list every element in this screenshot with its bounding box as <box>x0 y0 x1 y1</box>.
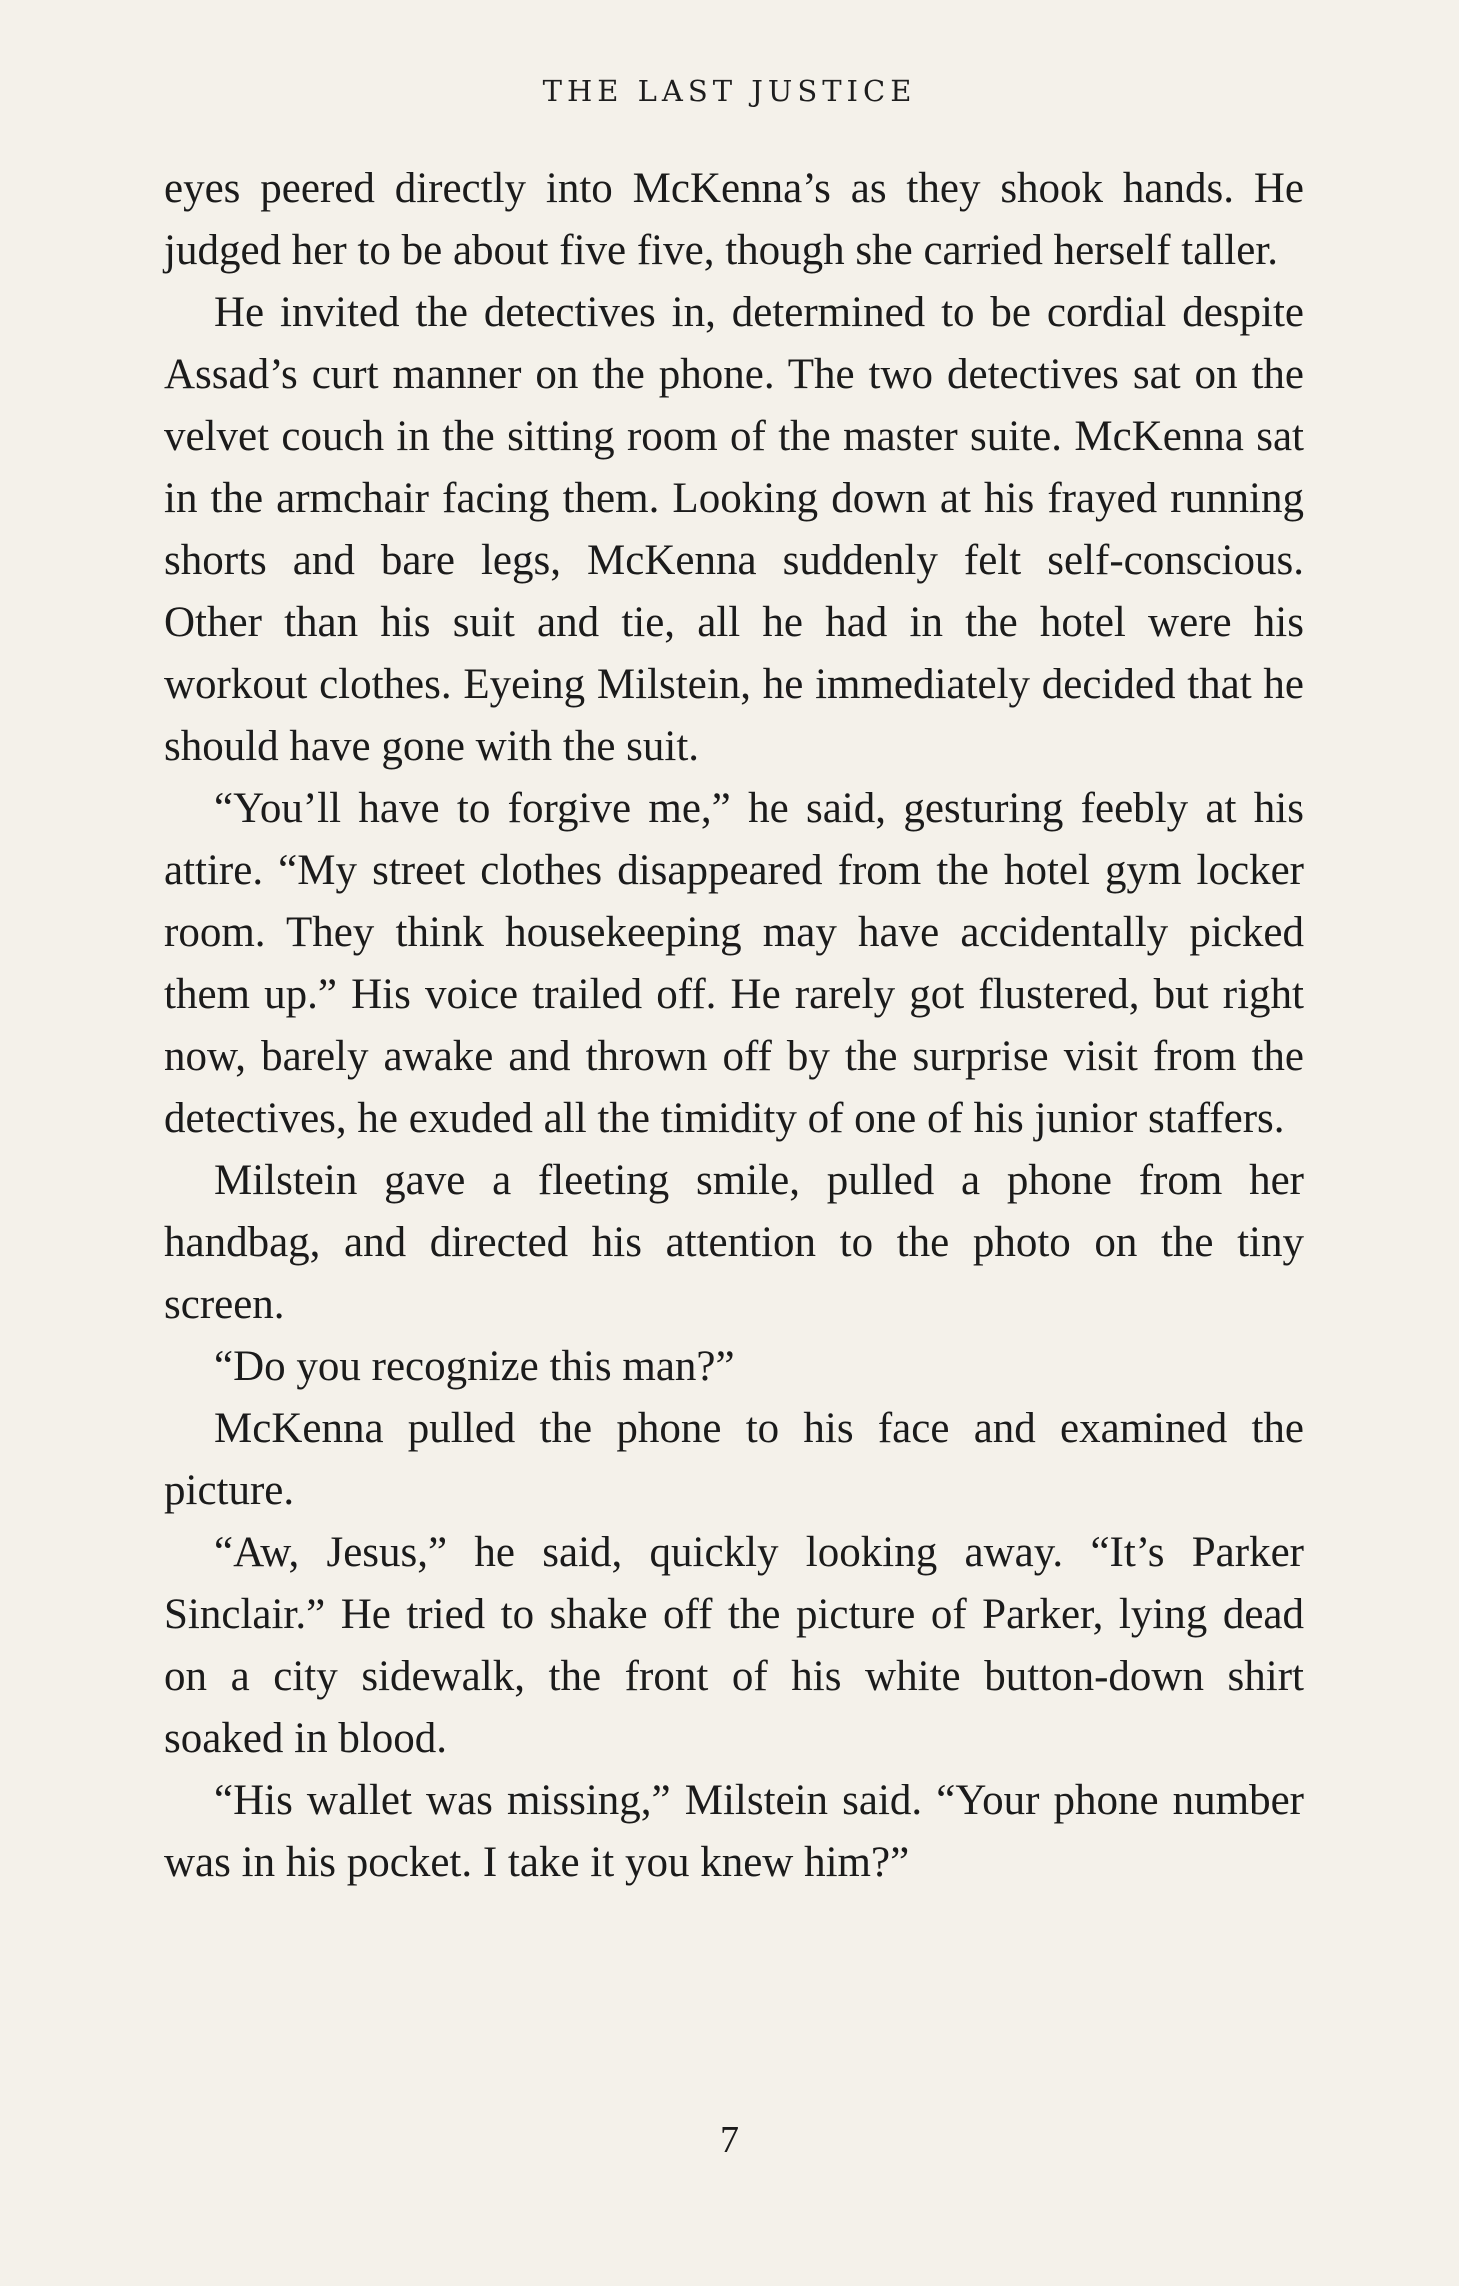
paragraph: “His wallet was missing,” Milstein said. “Your phone number was in his pocket. I take it you knew him?” <box>164 1777 1304 1886</box>
paragraph: “You’ll have to forgive me,” he said, gesturing feebly at his attire. “My street clothes disappeared from the hotel gym locker room. They think housekeeping may have accidentally picked them up.” His voice trailed off. He rarely got flustered, but right now, barely awake and thrown off by the surprise visit from the detectives, he exuded all the timidity of one of his junior staffers. <box>164 785 1304 1142</box>
page-number: 7 <box>720 2119 739 2161</box>
body-text <box>164 158 1304 1894</box>
paragraph: “Do you recognize this man?” <box>214 1343 735 1390</box>
paragraph: McKenna pulled the phone to his face and examined the picture. <box>164 1405 1304 1514</box>
running-head: THE LAST JUSTICE <box>542 74 917 108</box>
paragraph: eyes peered directly into McKenna’s as they shook hands. He judged her to be about five five, though she carried herself taller. <box>164 165 1304 274</box>
paragraph: He invited the detectives in, determined to be cordial despite Assad’s curt manner on the phone. The two detectives sat on the velvet couch in the sitting room of the master suite. McKenna sat in the armchair facing them. Looking down at his frayed running shorts and bare legs, McKenna suddenly felt self-conscious. Other than his suit and tie, all he had in the hotel were his workout clothes. Eyeing Milstein, he immediately decided that he should have gone with the suit. <box>164 289 1304 770</box>
paragraph: Milstein gave a fleeting smile, pulled a phone from her handbag, and directed his attention to the photo on the tiny screen. <box>164 1157 1304 1328</box>
paragraph: “Aw, Jesus,” he said, quickly looking away. “It’s Parker Sinclair.” He tried to shake off the picture of Parker, lying dead on a city sidewalk, the front of his white button-down shirt soaked in blood. <box>164 1529 1304 1762</box>
